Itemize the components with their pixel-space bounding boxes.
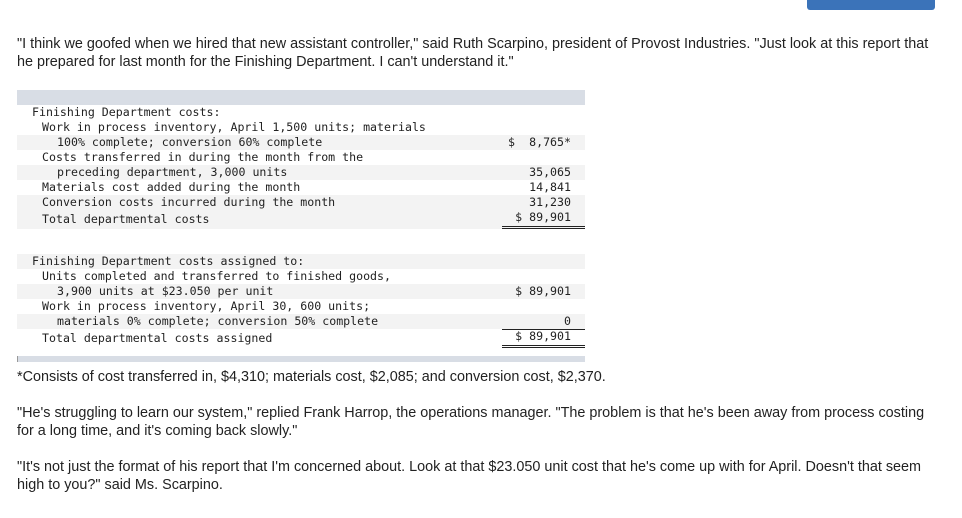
completed-line1: Units completed and transferred to finished goods, (42, 269, 392, 283)
transferred-amount: 35,065 (529, 165, 571, 179)
report-row (17, 165, 585, 180)
wip-amount: 8,765* (529, 135, 571, 149)
report-row (17, 105, 585, 120)
report-row (17, 284, 585, 299)
report-footer-bar (17, 356, 585, 362)
wip-end-line1: Work in process inventory, April 30, 600 units; (42, 299, 371, 313)
cost-report (17, 90, 585, 362)
transferred-line1: Costs transferred in during the month from the (42, 150, 364, 164)
footnote: *Consists of cost transferred in, $4,310; materials cost, $2,085; and conversion cost, $2,370. (17, 369, 606, 385)
materials-amount: 14,841 (529, 180, 571, 194)
report-row (17, 314, 585, 329)
total-label: Total departmental costs (42, 212, 210, 226)
wip-end-amount: 0 (564, 314, 571, 328)
total-amount: $ 89,901 (515, 210, 571, 224)
report-row (17, 180, 585, 195)
top-action-button[interactable] (807, 0, 935, 10)
assigned-header: Finishing Department costs assigned to: (32, 254, 305, 268)
report-row (17, 150, 585, 165)
materials-label: Materials cost added during the month (42, 180, 301, 194)
reply-paragraph: "He's struggling to learn our system," replied Frank Harrop, the operations manager. "The problem is that he's been away from process costing for a long time, and it's coming back slowly." (17, 405, 925, 439)
wip-end-line2: materials 0% complete; conversion 50% complete (57, 314, 379, 328)
completed-line2: 3,900 units at $23.050 per unit (57, 284, 274, 298)
report-row (17, 329, 585, 348)
report-row (17, 254, 585, 269)
concern-paragraph: "It's not just the format of his report that I'm concerned about. Look at that $23.050 unit cost that he's come up with for April. Doesn't that seem high to you?" said Ms. Scarpino. (17, 459, 922, 493)
report-row (17, 210, 585, 229)
report-row (17, 195, 585, 210)
report-row (17, 120, 585, 135)
total-assigned-label: Total departmental costs assigned (42, 331, 273, 345)
conversion-label: Conversion costs incurred during the month (42, 195, 336, 209)
intro-paragraph: "I think we goofed when we hired that new assistant controller," said Ruth Scarpino, president of Provost Industries. "Just look at this report that he prepared for last month for the Finishing Department. I can't understand it." (17, 36, 929, 70)
report-row (17, 269, 585, 284)
dollar-sign: $ (508, 135, 515, 149)
report-header-bar (17, 90, 585, 105)
transferred-line2: preceding department, 3,000 units (57, 165, 288, 179)
report-row (17, 299, 585, 314)
wip-line1: Work in process inventory, April 1,500 units; materials (42, 120, 426, 134)
completed-amount: $ 89,901 (515, 284, 571, 298)
costs-header: Finishing Department costs: (32, 105, 221, 119)
report-row (17, 135, 585, 150)
conversion-amount: 31,230 (529, 195, 571, 209)
total-assigned-amount: $ 89,901 (515, 329, 571, 343)
wip-line2: 100% complete; conversion 60% complete (57, 135, 323, 149)
